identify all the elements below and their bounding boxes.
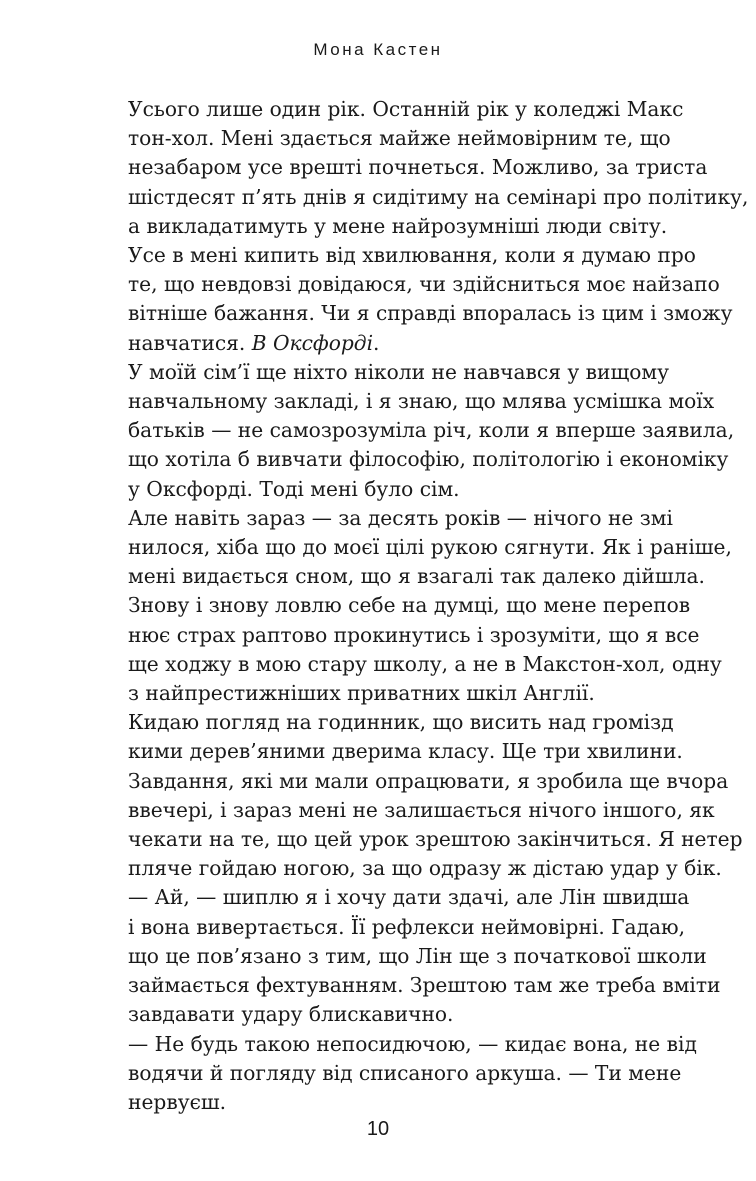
text-line: нилося, хіба що до моєї цілі рукою сягнути. Як і раніше,	[128, 535, 732, 560]
italic-place-name: В Оксфорді	[251, 330, 374, 355]
text-line: нює страх раптово прокинутись і зрозуміти, що я все	[128, 622, 700, 647]
paragraph	[104, 241, 733, 358]
text-fragment: навчатися.	[128, 330, 252, 355]
text-line: а викладатимуть у мене найрозумніші люди світу.	[128, 213, 668, 238]
text-fragment: .	[373, 330, 380, 355]
paragraph	[104, 708, 743, 883]
paragraph	[104, 1030, 697, 1118]
text-line: кими дерев’яними дверима класу. Ще три хвилини.	[128, 739, 683, 764]
text-line: Кидаю погляд на годинник, що висить над громізд	[128, 710, 674, 735]
text-line: мені видається сном, що я взагалі так далеко дійшла.	[128, 564, 705, 589]
text-line: водячи й погляду від списаного аркуша. — Ти мене	[128, 1060, 682, 1085]
text-line: ввечері, і зараз мені не залишається нічого іншого, як	[128, 797, 715, 822]
text-line: що хотіла б вивчати філософію, політологію і економіку	[128, 447, 729, 472]
page-number: 10	[366, 1118, 390, 1140]
text-line: Але навіть зараз — за десять років — нічого не змі	[128, 505, 673, 530]
text-line: навчальному закладі, і я знаю, що млява усмішка моїх	[128, 389, 715, 414]
text-line: нервуєш.	[128, 1089, 227, 1114]
text-line: пляче гойдаю ногою, за що одразу ж дістаю удар у бік.	[128, 856, 722, 881]
text-line	[104, 329, 652, 358]
text-line: з найпрестижніших приватних шкіл Англії.	[128, 681, 595, 706]
text-line: незабаром усе врешті почнеться. Можливо, за триста	[128, 155, 708, 180]
text-line: Усе в мені кипить від хвилювання, коли я думаю про	[128, 243, 696, 268]
paragraph	[104, 95, 749, 241]
running-header-author: Мона Кастен	[313, 40, 443, 59]
text-line: — Не будь такою непосидючою, — кидає вона, не від	[128, 1031, 697, 1056]
paragraph	[104, 883, 721, 1029]
text-line: шістдесят п’ять днів я сидітиму на семінарі про політику,	[128, 184, 749, 209]
text-line: тон-хол. Мені здається майже неймовірним те, що	[128, 126, 671, 151]
body-text	[104, 95, 749, 1117]
text-line: Знову і знову ловлю себе на думці, що мене перепов	[128, 593, 691, 618]
text-line: чекати на те, що цей урок зрештою закінчиться. Я нетер	[128, 827, 743, 852]
text-line: вітніше бажання. Чи я справді впоралась із цим і зможу	[128, 301, 733, 326]
text-line: у Оксфорді. Тоді мені було сім.	[128, 476, 460, 501]
paragraph	[104, 504, 732, 708]
text-line: займається фехтуванням. Зрештою там же треба вміти	[128, 973, 721, 998]
text-line: ще ходжу в мою стару школу, а не в Макстон-хол, одну	[128, 651, 722, 676]
text-line: завдавати удару блискавично.	[128, 1002, 454, 1027]
text-line: що це пов’язано з тим, що Лін ще з початкової школи	[128, 943, 707, 968]
text-line: У моїй сім’ї ще ніхто ніколи не навчався у вищому	[128, 359, 669, 384]
text-line: Усього лише один рік. Останній рік у коледжі Макс	[128, 97, 684, 121]
text-line: батьків — не самозрозуміла річ, коли я вперше заявила,	[128, 418, 735, 443]
paragraph	[104, 358, 735, 504]
text-line: — Ай, — шиплю я і хочу дати здачі, але Лін швидша	[128, 885, 690, 910]
text-line: те, що невдовзі довідаюся, чи здійсниться моє найзапо	[128, 272, 720, 297]
text-line: Завдання, які ми мали опрацювати, я зробила ще вчора	[128, 768, 729, 793]
text-line: і вона вивертається. Її рефлекси неймовірні. Гадаю,	[128, 914, 686, 939]
